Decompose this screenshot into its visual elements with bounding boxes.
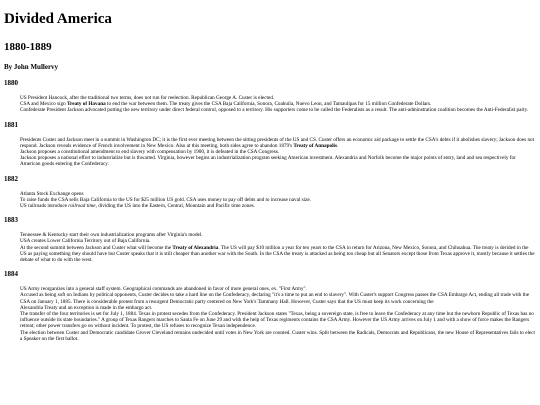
entry-text: US Army reorganizes into a general staff system. Geographical commands are abandoned in favor of more general ones, ex. "First Army". [20,286,307,293]
entry-text: Accused as being soft on Indians by political opponents, Custer decides to take a hard line on the Confederacy, declaring "it's a time to put an end to slavery". With Custer's support Congress passes the CSA Embargo Act, ending all trade with the CSA on January 1, 1885. There is considerable protest from a resurgent Democratic party centered on New York's Tammany Hall. However, Custer says that the US must keep its work concerning the [20,292,530,305]
year-heading: 1880 [4,79,18,87]
entry-text: To raise funds the CSA sells Baja California to the US for $25 million US gold. CSA uses money to pay off debts and to increase naval size. [20,196,312,203]
treaty-name: Treaty of Annapolis [293,142,337,149]
entry-text: , dividing the US into the Eastern, Central, Mountain and Pacific time zones. [95,203,255,210]
entry-text: At the second summit between Jackson and Custer what will become the [20,244,173,251]
entry-text: US railroads introduce [20,203,69,210]
timeline-entry [20,203,536,209]
year-heading: 1883 [4,216,18,225]
entry-text: . [336,142,339,149]
entry-text: CSA and Mexico sign [20,101,67,108]
entry-text: USA creates Lower California Territory out of Baja California. [20,238,151,245]
year-heading: 1882 [4,174,18,183]
emphasis-text: railroad time [68,203,96,210]
entry-text: Jackson proposes a national effort to industrialize but is thwarted. Virginia, however begins an industrialization program seeking American investment. Alexandria and Norfolk become the major points of entry, land and sea respectively for American goods entering the Confederacy. [20,155,516,168]
entry-text: to end the war between them. The treaty gives the CSA Baja California, Sonora, Coahuila, Nuevo Leon, and Tamaulipas for 15 million Confederate Dollars. [105,101,432,108]
entry-text: Tennessee & Kentucky start their own industrialization programs after Virginia's model. [20,232,203,239]
entry-text: The election between Custer and Democratic candidate Grover Cleveland remains undecided until votes in New York are counted. Custer wins. Split between the Radicals, Democrats and Republicans, the new House of Representatives fails to elect a Speaker on the first ballot. [20,329,535,342]
treaty-name: Treaty of Alexandria [172,244,219,251]
timeline-entry [20,245,536,264]
entry-text: Alexandria Treaty and an exception is made in the embargo act. [20,304,153,311]
year-heading: 1881 [4,120,18,129]
year-heading: 1884 [4,270,18,279]
entry-text: Presidents Custer and Jackson meet in a summit in Washington DC; it is the first ever meeting between the sitting presidents of the US and CS. Custer offers an economic aid package to settle the CSA's debts if it abolishes slavery; Jackson does not respond. Jackson reveals evidence of French involvement in New Mexico. Also at this meeting, both sides agree to abandon 1879's [20,136,535,149]
timeline-entry [20,107,536,113]
timeline-entry [20,137,536,149]
treaty-name: Treaty of Havana [66,101,106,108]
timeline-entry [20,330,536,342]
entry-text: . The US will pay $10 million a year for ten years to the CSA in return for Arizona, New Mexico, Sonora, and Chihuahua. The treaty is derided in the US as paying something they should have but Custer speaks that it is still cheaper than another war with the South. In the CSA the treaty is attacked as being too cheap but all Senators except those from Texas approve it, mostly because it settles the debate of what to do with the west. [20,244,535,264]
year-entries [20,95,536,114]
timeline-entry [20,155,536,167]
page-title: Divided America [4,11,112,27]
entry-text: Confederate President Jackson advocated putting the new territory under direct federal control, opposed to a territory. His supporters come to be called the Federalists as a result. The anti-adminstration coalition becomes the Anti-Federalist party. [20,107,529,114]
entry-text: US President Hancock, after the traditional two terms, does not run for reelection. Republican George A. Custer is elected. [20,95,275,101]
timeline-entry [20,292,536,304]
year-entries [20,137,536,168]
timeline [4,79,536,342]
year-entries [20,232,536,263]
entry-text: Jackson proposes a constitutional amendment to end slavery with compensation by 1900, it is defeated in the CSA Congress. [20,149,280,156]
year-entries [20,286,536,342]
author-byline: By John Mullervy [4,63,59,71]
timeline-entry [20,311,536,330]
entry-text: The transfer of the four territories is set for July 1, 1884. Texas in protest secedes from the Confederacy. President Jackson states "Texas, being a sovereign state, is free to leave the Confederacy at any time but the newborn Republic of Texas has no influence outside its state boundaries." A group of Texas Rangers marches to Santa Fe on June 29 and with the help of Texas regiments contains the CSA Army. However the US Army arrives on July 1 and with a show of force makes the Rangers retreat; other power transfers go on without incident. To protest, the US refuses to recognize Texan independence. [20,311,534,330]
page-subtitle: 1880-1889 [4,41,52,53]
year-entries [20,191,536,210]
entry-text: Atlanta Stock Exchange opens [20,190,84,197]
